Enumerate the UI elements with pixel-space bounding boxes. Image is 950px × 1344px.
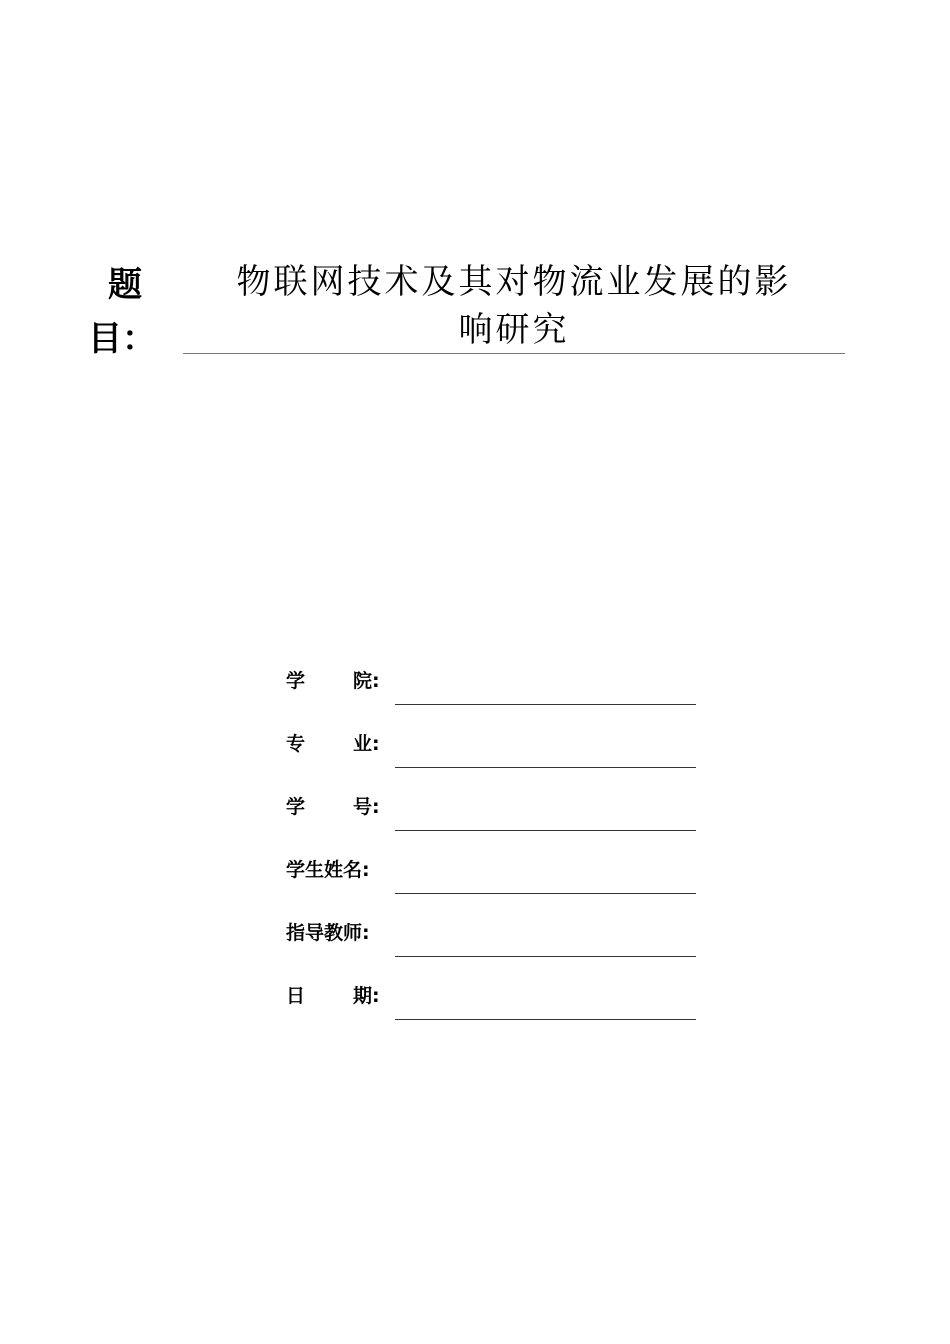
field-student-id: 学 号: bbox=[286, 784, 706, 847]
field-advisor-label: 指导教师: bbox=[286, 922, 370, 944]
field-major-line[interactable] bbox=[395, 767, 696, 768]
title-label-line1: 题 bbox=[108, 265, 142, 305]
field-advisor bbox=[286, 910, 706, 973]
title-label bbox=[82, 258, 156, 366]
field-college-line[interactable] bbox=[395, 704, 696, 705]
field-student-name-label: 学生姓名: bbox=[286, 859, 370, 881]
field-major: 专 业: bbox=[286, 721, 706, 784]
field-date-line[interactable] bbox=[395, 1019, 696, 1020]
field-college: 学 院: bbox=[286, 658, 706, 721]
title-label-line2: 目： bbox=[88, 319, 156, 359]
thesis-title-line2: 响研究 bbox=[458, 310, 570, 350]
field-date: 日 期: bbox=[286, 973, 706, 1036]
field-advisor-line[interactable] bbox=[395, 956, 696, 957]
thesis-title bbox=[183, 258, 845, 354]
field-student-id-line[interactable] bbox=[395, 830, 696, 831]
field-student-name bbox=[286, 847, 706, 910]
thesis-title-line1: 物联网技术及其对物流业发展的影 bbox=[236, 262, 792, 302]
info-form bbox=[286, 658, 706, 1036]
field-student-name-line[interactable] bbox=[395, 893, 696, 894]
